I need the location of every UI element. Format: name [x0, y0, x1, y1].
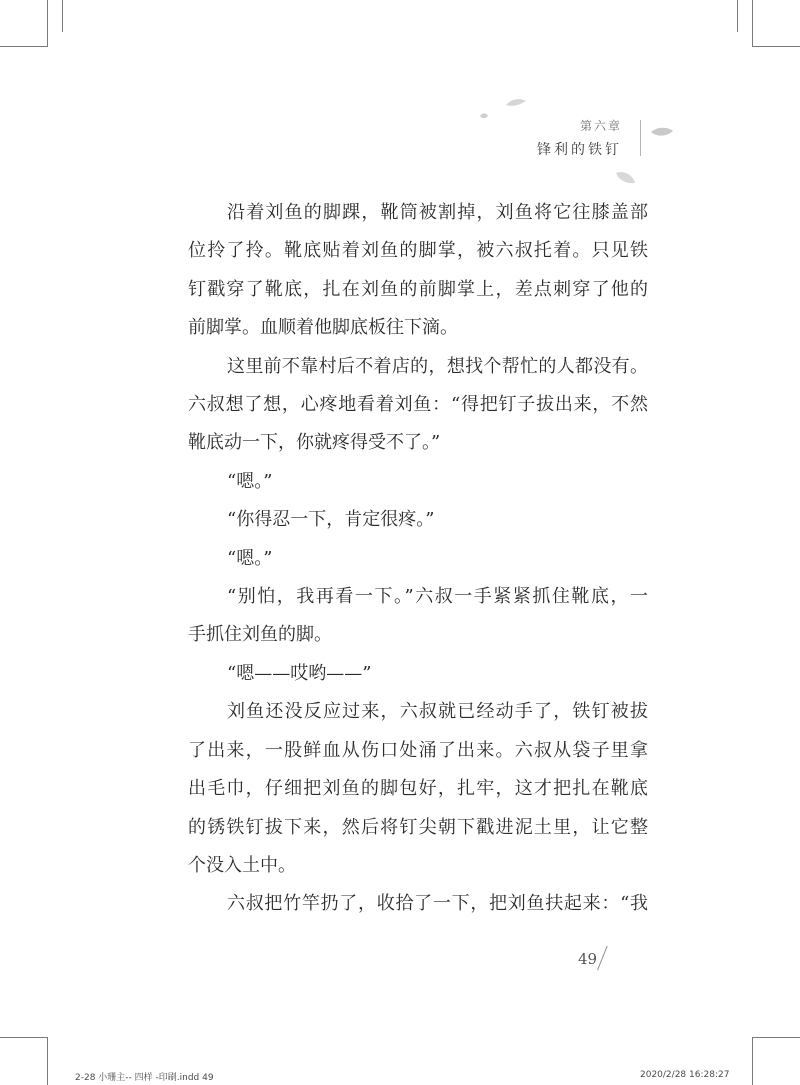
paragraph	[188, 693, 648, 885]
paragraph	[188, 578, 648, 655]
text-line: 这里前不靠村后不着店的，想找个帮忙的人都没有。	[227, 355, 648, 377]
petal-decoration-icon	[614, 171, 636, 185]
chapter-number: 第六章	[579, 119, 622, 133]
paragraph	[188, 348, 648, 463]
page-number: 49	[578, 950, 598, 968]
text-line: “别怕，我再看一下。”六叔一手紧紧抓住靴底，一	[227, 586, 648, 608]
crop-mark-top-left-horizontal	[0, 46, 48, 47]
slug-file-info: 2-28 小珊主-- 四样 -印刷.indd 49	[75, 1073, 214, 1083]
text-line: 靴底动一下，你就疼得受不了。”	[188, 432, 441, 454]
page-number-slash	[597, 946, 608, 970]
crop-mark-bottom-right-horizontal	[752, 1037, 800, 1038]
chapter-title: 锋利的铁钉	[537, 142, 622, 158]
text-line: 个没入土中。	[188, 854, 296, 876]
body-text	[188, 194, 648, 924]
petal-decoration-icon	[479, 112, 489, 120]
crop-mark-top-left-outer	[62, 0, 63, 32]
crop-mark-top-right-horizontal	[752, 46, 800, 47]
text-line: “嗯。”	[227, 547, 273, 569]
paragraph	[188, 501, 648, 539]
crop-mark-bottom-left-vertical	[47, 1037, 48, 1085]
text-line: 六叔想了想，心疼地看着刘鱼：“得把钉子拔出来，不然	[188, 394, 648, 416]
text-line: 位拎了拎。靴底贴着刘鱼的脚掌，被六叔托着。只见铁	[188, 240, 648, 262]
text-line: 沿着刘鱼的脚踝，靴筒被割掉，刘鱼将它往膝盖部	[227, 202, 648, 223]
text-line: 六叔把竹竿扔了，收拾了一下，把刘鱼扶起来：“我	[227, 893, 648, 915]
text-line: “你得忍一下，肯定很疼。”	[227, 509, 435, 531]
crop-mark-top-left-vertical	[47, 0, 48, 46]
text-line: 手抓住刘鱼的脚。	[188, 624, 332, 646]
paragraph	[188, 194, 648, 348]
crop-mark-top-right-outer	[737, 0, 738, 32]
text-line: “嗯——哎哟——”	[227, 662, 372, 684]
text-line: 刘鱼还没反应过来，六叔就已经动手了，铁钉被拔	[227, 701, 648, 723]
paragraph	[188, 540, 648, 578]
text-line: 钉戳穿了靴底，扎在刘鱼的前脚掌上，差点刺穿了他的	[188, 278, 648, 300]
crop-mark-top-right-vertical	[752, 0, 753, 46]
header-divider	[640, 120, 641, 156]
text-line: “嗯。”	[227, 470, 273, 492]
crop-mark-bottom-right-vertical	[752, 1037, 753, 1085]
petal-decoration-icon	[650, 126, 674, 138]
paragraph	[188, 655, 648, 693]
paragraph	[188, 885, 648, 923]
text-line: 了出来，一股鲜血从伤口处涌了出来。六叔从袋子里拿	[188, 739, 648, 761]
text-line: 的锈铁钉拔下来，然后将钉尖朝下戳进泥土里，让它整	[188, 816, 648, 838]
paragraph	[188, 463, 648, 501]
slug-timestamp: 2020/2/28 16:28:27	[640, 1070, 730, 1080]
crop-mark-bottom-left-horizontal	[0, 1037, 48, 1038]
text-line: 前脚掌。血顺着他脚底板往下滴。	[188, 317, 458, 339]
text-line: 出毛巾，仔细把刘鱼的脚包好，扎牢，这才把扎在靴底	[188, 778, 648, 800]
petal-decoration-icon	[505, 98, 527, 108]
chapter-header	[537, 117, 622, 162]
